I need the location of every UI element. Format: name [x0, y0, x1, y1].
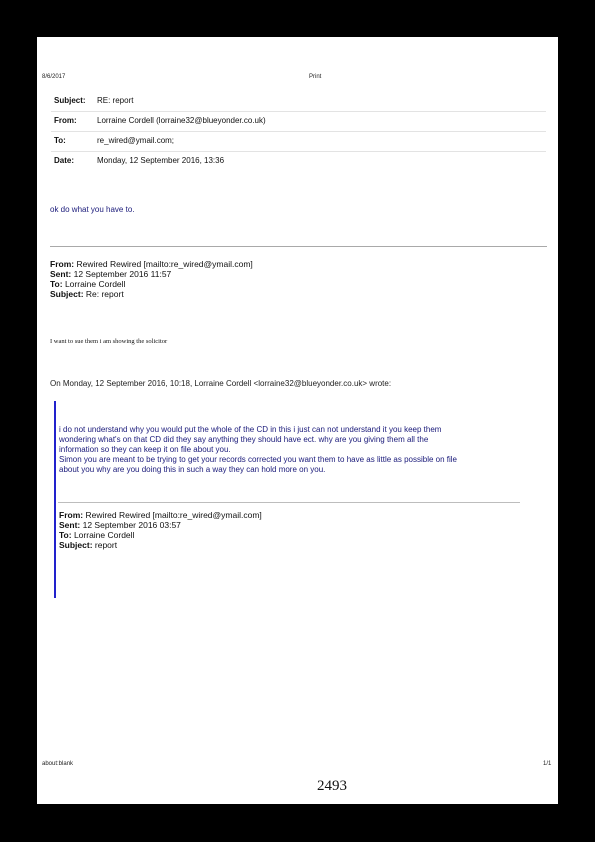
quote-separator [50, 246, 547, 247]
quoted-line: information so they can keep it on file about you. [59, 445, 231, 454]
footer-page-count: 1/1 [543, 761, 552, 767]
quote1-sent: Sent: 12 September 2016 11:57 [50, 269, 172, 279]
header-row-date [51, 151, 546, 171]
quote2-from: From: Rewired Rewired [mailto:re_wired@ymail.com] [59, 510, 262, 520]
quote1-body: I want to sue them i am showing the solicitor [50, 338, 168, 345]
quote2-header [59, 510, 262, 550]
quote2-to: To: Lorraine Cordell [59, 530, 135, 540]
reply-body: ok do what you have to. [50, 205, 135, 214]
email-header-table [51, 92, 546, 171]
header-row-to [51, 131, 546, 151]
to-label: To: [54, 136, 66, 145]
print-title: Print [309, 74, 322, 80]
date-value: Monday, 12 September 2016, 13:36 [97, 156, 225, 165]
printed-page [37, 37, 558, 804]
quoted-line: wondering what's on that CD did they say anything they should have ect. why are you giving them all the [59, 435, 429, 444]
from-label: From: [54, 116, 77, 125]
page-number: 2493 [317, 778, 347, 794]
quote-bar [54, 401, 56, 598]
from-value: Lorraine Cordell (lorraine32@blueyonder.co.uk) [97, 116, 266, 125]
print-date: 8/6/2017 [42, 74, 66, 80]
quote1-header [50, 259, 253, 299]
subject-value: RE: report [97, 96, 134, 105]
quote1-from: From: Rewired Rewired [mailto:re_wired@ymail.com] [50, 259, 253, 269]
footer-url: about:blank [42, 761, 74, 767]
subject-label: Subject: [54, 96, 86, 105]
quote1-to: To: Lorraine Cordell [50, 279, 126, 289]
header-row-from [51, 111, 546, 131]
quoted-line: about you why are you doing this in such a way they can hold more on you. [59, 465, 326, 474]
to-value: re_wired@ymail.com; [97, 136, 175, 145]
inner-quote-separator [58, 502, 520, 503]
header-row-subject [51, 92, 546, 111]
on-wrote-line: On Monday, 12 September 2016, 10:18, Lorraine Cordell <lorraine32@blueyonder.co.uk> wrote: [50, 379, 392, 388]
quoted-line: Simon you are meant to be trying to get your records corrected you want them to have as little as possible on file [59, 455, 457, 464]
date-label: Date: [54, 156, 75, 165]
quote2-subject: Subject: report [59, 540, 118, 550]
quote2-sent: Sent: 12 September 2016 03:57 [59, 520, 181, 530]
quoted-line: i do not understand why you would put the whole of the CD in this i just can not understand it you keep them [59, 425, 442, 434]
quote1-subject: Subject: Re: report [50, 289, 124, 299]
quoted-message [59, 425, 529, 475]
